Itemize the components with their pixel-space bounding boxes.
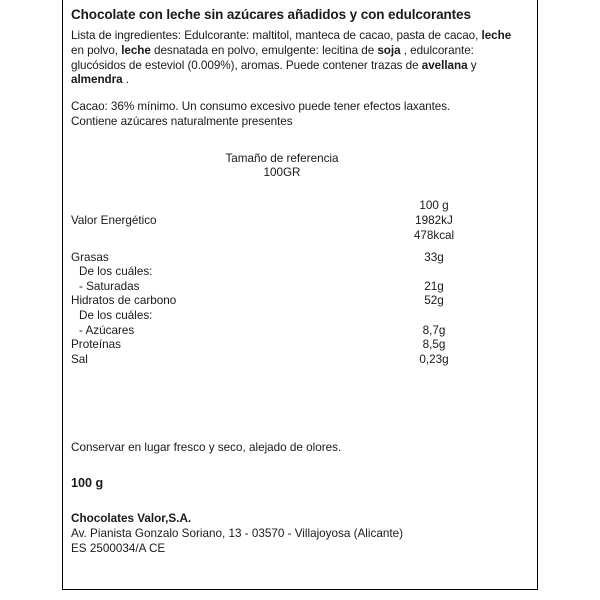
nutrient-value: [375, 265, 527, 280]
reference-size-block: [71, 152, 527, 181]
nutrient-value: 21g: [424, 279, 444, 293]
nutrient-label: Hidratos de carbono: [71, 294, 177, 308]
product-label-panel: [62, 0, 538, 590]
spacer: [71, 88, 527, 100]
nutrient-label: De los cuáles:: [79, 308, 153, 322]
table-row: [71, 280, 527, 295]
allergen-avellana: avellana: [421, 58, 468, 72]
allergen-soja: soja: [377, 43, 401, 57]
ingredients-list: [71, 29, 527, 88]
nutrient-value: [375, 309, 527, 324]
ingredients-segment-3: desnatada en polvo, emulgente: lecitina de: [150, 43, 378, 57]
company-info: [71, 512, 527, 556]
table-row: [71, 309, 527, 324]
allergen-almendra: almendra: [71, 73, 123, 87]
nutrition-header-blank: [71, 199, 375, 215]
nutrient-label: De los cuáles:: [79, 265, 153, 279]
nutrient-value: 0,23g: [419, 352, 449, 366]
ingredients-segment-6: .: [122, 73, 129, 87]
table-row: [71, 251, 527, 266]
nutrient-label: Proteínas: [71, 338, 122, 352]
table-row: [71, 294, 527, 309]
table-row: [71, 265, 527, 280]
row-spacer: [71, 244, 527, 251]
storage-instructions: Conservar en lugar fresco y seco, alejado de olores.: [71, 441, 342, 455]
health-registration-number: ES 2500034/A CE: [71, 541, 166, 555]
reference-size-value: 100GR: [263, 166, 301, 180]
nutrient-value: 33g: [424, 250, 444, 264]
nutrient-value: 8,5g: [422, 338, 446, 352]
allergen-leche-1: leche: [481, 29, 512, 42]
ingredients-segment-1: Lista de ingredientes: Edulcorante: maltitol, manteca de cacao, pasta de cacao,: [71, 29, 482, 42]
natural-sugars-note: Contiene azúcares naturalmente presentes: [71, 114, 293, 128]
nutrient-label: Grasas: [71, 250, 109, 264]
reference-size-label: Tamaño de referencia: [225, 151, 339, 165]
ingredients-segment-2: en polvo,: [71, 43, 122, 57]
nutrient-value: 1982kJ: [415, 214, 453, 228]
nutrient-value: 478kcal: [413, 228, 455, 242]
nutrient-value: 8,7g: [422, 323, 446, 337]
company-name: Chocolates Valor,S.A.: [71, 512, 192, 526]
allergen-leche-2: leche: [121, 43, 151, 57]
nutrition-column-header: 100 g: [419, 198, 449, 212]
ingredients-segment-5: y: [467, 58, 477, 72]
company-address: Av. Pianista Gonzalo Soriano, 13 - 03570 - Villajoyosa (Alicante): [71, 526, 403, 540]
nutrient-label: - Azúcares: [79, 323, 135, 337]
net-weight: 100 g: [71, 476, 104, 491]
nutrition-table: [71, 199, 527, 368]
table-row: [71, 353, 527, 368]
cacao-percentage-note: Cacao: 36% mínimo. Un consumo excesivo puede tener efectos laxantes.: [71, 100, 451, 114]
table-row: [71, 214, 527, 229]
nutrient-label: - Saturadas: [79, 279, 140, 293]
nutrient-label: [71, 229, 375, 244]
product-title: Chocolate con leche sin azúcares añadidos y con edulcorantes: [71, 7, 471, 22]
ingredients-segment-4: , edulcorante: glucósidos de esteviol (0.009%), aromas. Puede contener trazas de: [71, 43, 474, 72]
table-row: [71, 229, 527, 244]
nutrition-header-row: [71, 199, 527, 215]
nutrient-value: 52g: [424, 294, 444, 308]
table-row: [71, 324, 527, 339]
nutrient-label: Valor Energético: [71, 214, 157, 228]
table-row: [71, 338, 527, 353]
nutrient-label: Sal: [71, 352, 88, 366]
